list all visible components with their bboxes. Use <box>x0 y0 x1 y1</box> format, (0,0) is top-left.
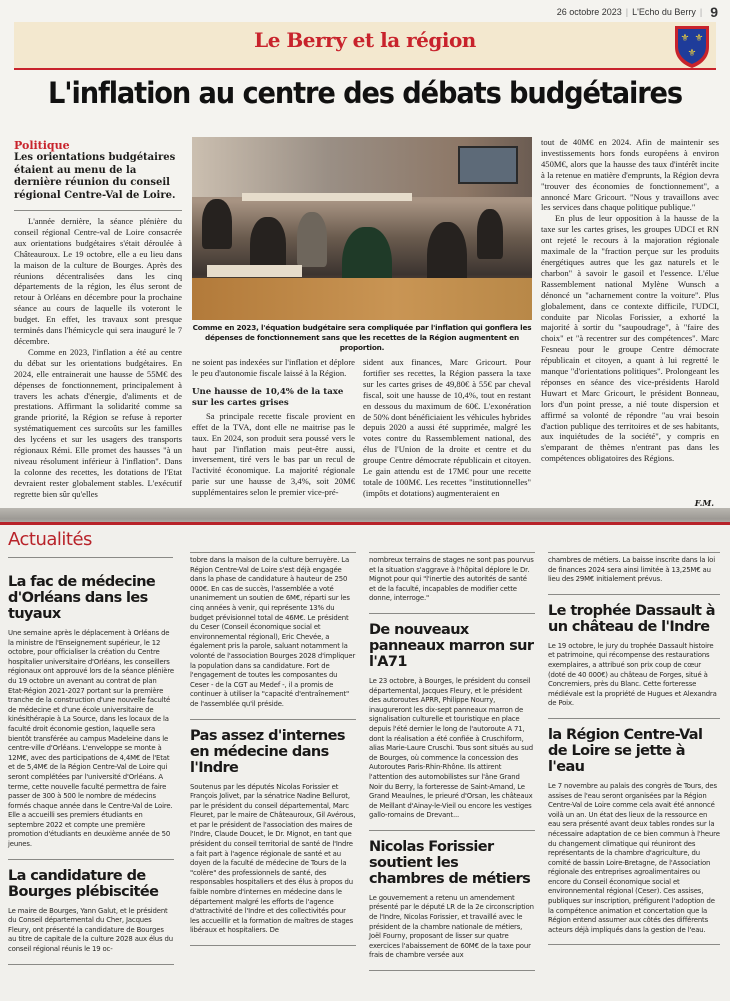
page-number: 9 <box>710 4 718 20</box>
actualites-column-4 <box>548 552 720 945</box>
article-body: tobre dans la maison de la culture berruyère. La Région Centre-Val de Loire s'est déjà engagée dans la phase de candidature à hauteur de 250 000€. En cas de succès, l'assemblée a voté unanimement un soutien de 6M€, réparti sur les cinq années à venir, qui représente 13% du budget prévisionnel total de 46M€. Le président du Ceser (Conseil économique social et environnemental régional), Eric Chevée, a également pris la parole, saluant notamment la volonté de l'association Bourges 2028 d'impliquer la population dans sa candidature. Fort de l'engagement de toutes les composantes du Ceser - de la CGT au Medef -, il a promis de continuer à utiliser la "capacité d'entraînement" de l'assemblée qu'il préside. <box>190 556 356 708</box>
lead-headline: L'inflation au centre des débats budgétaires <box>48 76 682 110</box>
article-divider <box>548 594 720 595</box>
article-title: Nicolas Forissier soutient les chambres de métiers <box>369 838 531 887</box>
article-divider <box>190 719 356 720</box>
article-divider <box>548 552 720 553</box>
article-title: la Région Centre-Val de Loire se jette à l'eau <box>548 726 703 775</box>
photo-table <box>242 193 412 201</box>
article-divider <box>8 964 174 965</box>
svg-text:⚜: ⚜ <box>687 48 697 59</box>
article-title: La fac de médecine d'Orléans dans les tuyaux <box>8 574 156 622</box>
lead-paragraph: En plus de leur opposition à la hausse de la taxe sur les cartes grises, les groupes UDCI et RN ont rejeté le recours à la majoration régionale maximale de la "fraction perçue sur les produits énergétiques autres que les gaz naturels et le charbon" à savoir le gasoil et l'essence. L'élue Rassemblement national Mylène Wunsch a dénoncé un "acharnement contre la voiture". Plus globalement, dans ce contexte difficile, l'UDCI, conduite par Nicolas Forissier, a exhorté la majorité à sortir du "saupoudrage", à "faire des choix" et "à recentrer sur des compétences". Marc Fesneau pour le groupe Centre démocrate républicain et citoyen, a quant à lui regretté le manque "d'orientations politiques". Prolongeant les réponses en séance des vice-présidents Harold Huwart et Marc Gricourt, le président Bonneau, lors d'un point presse, a nié toute dispersion et affirmé sa volonté de répondre "au vrai besoin d'action publique des territoires et de ses habitants, aux inquiétudes de la société", y compris en s'emparant de thèmes n'entrant pas dans les compétences obligatoires des Régions. <box>541 213 719 464</box>
photo-table <box>207 265 302 277</box>
article-title: Le trophée Dassault à un château de l'Indre <box>548 602 715 635</box>
article-divider <box>548 944 720 945</box>
photo-floor <box>192 278 532 320</box>
photo-person <box>297 212 327 267</box>
berry-coat-of-arms-icon <box>672 23 712 69</box>
article-title: Pas assez d'internes en médecine dans l'Indre <box>190 727 345 776</box>
council-session-photo <box>192 137 532 320</box>
lead-column-2 <box>192 357 355 498</box>
article-title: La candidature de Bourges plébiscitée <box>8 867 159 900</box>
newspaper-name: L'Echo du Berry <box>632 7 696 17</box>
article-divider <box>190 945 356 946</box>
article-title: De nouveaux panneaux marron sur l'A71 <box>369 621 534 670</box>
article-divider <box>369 970 535 971</box>
section-band-title: Le Berry et la région <box>254 28 476 52</box>
photo-video-screen <box>458 146 518 184</box>
section-band <box>14 22 716 70</box>
section-divider <box>8 557 173 558</box>
actualites-title: Actualités <box>8 529 92 550</box>
article-divider <box>369 830 535 831</box>
lead-column-3 <box>363 357 531 499</box>
article-body: Le 23 octobre, à Bourges, le président du conseil départemental, Jacques Fleury, et le président des autoroutes APRR, Philippe Nourry, inaugureront les dix-sept panneaux marron de signalisation culturelle et touristique en place depuis l'été dernier le long de l'autoroute A 71, dont la réalisation a été confiée à Cruschiform, alias Marie-Laure Cruschi. Tous sont situés au sud de Bourges, où commence la concession des Autoroutes Paris-Rhin-Rhône. Ils attirent l'attention des automobilistes sur l'âne Grand Noir du Berry, la forteresse de Saint-Amand, Le Grand Meaulnes, le prieuré d'Orsan, les châteaux de Meillant d'Ainay-le-Vieil ou encore les vestiges gallo-romains de Drevant... <box>369 676 533 820</box>
issue-date: 26 octobre 2023 <box>556 7 622 17</box>
folio-separator: | <box>625 7 629 17</box>
lead-paragraph: tout de 40M€ en 2024. Afin de maintenir ses investissements hors fonds européens à environ 450M€, alors que la hausse des taux d'intérêt incite à la retenue en matière d'emprunts, la Région devra "trouver des économies de fonctionnement", a annoncé Marc Gricourt. "Nous y travaillons avec les services dans chaque politique publique." <box>541 137 719 213</box>
actualites-column-2 <box>190 552 356 946</box>
photo-caption: Comme en 2023, l'équation budgétaire sera compliquée par l'inflation qui gonflera les dépenses de fonctionnement sans que les recettes de la Région augmentent en proportion. <box>192 323 532 352</box>
lead-column-1 <box>14 216 182 500</box>
article-divider <box>548 718 720 719</box>
folio <box>557 4 718 20</box>
actualites-column-3 <box>369 552 535 971</box>
lead-subhead: Une hausse de 10,4% de la taxe sur les cartes grises <box>192 386 344 408</box>
lead-paragraph: Sa principale recette fiscale provient en effet de la TVA, dont elle ne maitrise pas le taux. En 2024, son produit sera poussé vers le haut par l'inflation mais peut-être aussi, inversement, tiré vers le bas par un recul de l'activité économique. La majorité régionale parie sur une hausse de 3,4%, soit 20M€ supplémentaires selon le premier vice-pré- <box>192 410 355 498</box>
svg-text:⚜: ⚜ <box>680 33 690 44</box>
folio-separator: | <box>699 7 703 17</box>
lead-paragraph: Comme en 2023, l'inflation a été au centre du débat sur les orientations budgétaires. En 2024, elle entrainerait une hausse de 55M€ des dépenses de fonctionnement, principalement à travers les achats d'énergie, d'aliments et de prestations. Affirmant la solidarité comme sa grande priorité, la Région se refuse à reporter systématiquement ces surcoûts sur les familles des lycéens et sur les usagers des transports régionaux Rémi. Elle promet des hausses "à un niveau résolument inférieur à l'inflation". Dans la colonne des recettes, les dotations de l'Etat devraient rester globalement stables. L'exécutif regrette bien sûr qu'elles <box>14 346 182 499</box>
photo-person <box>477 209 503 259</box>
section-top-rule <box>0 522 730 525</box>
lead-paragraph: L'année dernière, la séance plénière du conseil régional Centre-val de Loire consacrée aux orientations budgétaires s'était déroulée à Châteauroux. Le 19 octobre, elle a eu lieu dans la maison de la culture de Bourges. Après des réunions décentralisées dans les cinq départements de la région, les élus seront de retour à Orléans en décembre pour la prochaine séance au cours de laquelle ils voteront le budget. En effet, les travaux sont presque terminés dans l'hémicycle qui sera inauguré le 7 décembre. <box>14 216 182 346</box>
actualites-page <box>0 522 730 1001</box>
photo-person <box>202 199 232 249</box>
lead-paragraph: ne soient pas indexées sur l'inflation et déplore le peu d'autonomie fiscale laissé à la Région. <box>192 357 355 378</box>
article-body: chambres de métiers. La baisse inscrite dans la loi de finances 2024 sera ainsi limitée à 13,25M€ au lieu des 29M€ initialement prévus. <box>548 556 715 584</box>
article-divider <box>369 552 535 553</box>
article-divider <box>369 613 535 614</box>
article-body: Le maire de Bourges, Yann Galut, et le président du Conseil départemental du Cher, Jacques Fleury, ont présenté la candidature de Bourges au titre de capitale de la culture 2028 aux élus du conseil régional réunis le 19 oc- <box>8 906 173 954</box>
article-body: Le gouvernement a retenu un amendement présenté par le député LR de la 2e circonscription de l'Indre, Nicolas Forissier, et travaillé avec le président de la chambre nationale de métiers, Joël Fourny, proposant de lisser sur quatre exercices l'abaissement de 60M€ de la taxe pour frais de chambre versée aux <box>369 893 534 960</box>
svg-text:⚜: ⚜ <box>694 33 704 44</box>
article-body: Le 19 octobre, le jury du trophée Dassault histoire et patrimoine, qui récompense des restaurations exemplaires, a attribué son prix coup de cœur (doté de 40 000€) au château de Forges, situé à Concremiers, près du Blanc. Cette forteresse médiévale est la propriété de Hugues et Alexandra de Poix. <box>548 641 717 708</box>
article-divider <box>190 552 356 553</box>
lead-kicker: Politique <box>14 139 70 152</box>
article-body: Une semaine après le déplacement à Orléans de la ministre de l'Enseignement supérieur, le 12 octobre, pour officialiser la création du Centre hospitalier universitaire d'Orléans, les conseillers régionaux ont approuvé lors de la séance plénière du 19 octobre un avenant au contrat de plan Etat-Région 2021-2027 portant sur la première tranche de la construction d'une nouvelle faculté de médecine et d'une école universitaire de kinésithérapie à La Source, dans les locaux de la faculté droit économie gestion, laquelle sera bientôt transférée au campus Madeleine dans le centre-ville d'Orléans. L'enveloppe se monte à 12M€, avec des participations de 4,4M€ de l'Etat et de 5,4M€ de la Région Centre-Val de Loire qui seront complétées par l'université d'Orléans. A terme, cette nouvelle faculté permettra de faire passer de 300 à 500 le nombre de médecins formés chaque année dans le Centre-Val de Loire. Elle a accueilli ses premiers étudiants en septembre 2022 et compte une première promotion d'étudiants en deuxième année de 50 jeunes. <box>8 629 174 849</box>
article-body: Le 7 novembre au palais des congrès de Tours, des assises de l'eau seront organisées par la Région Centre-Val de Loire comme cela avait été annoncé voilà un an. Un état des lieux de la ressource en eau sera présenté avant deux tables rondes sur la nécessaire adaptation de ce bien commun à l'heure du changement climatique qui réuniront des représentants de la chambre d'agriculture, du comité de bassin Loire-Bretagne, de l'Association régionale des entreprises agroalimentaires ou encore du Conseil économique social et environnemental régional (Ceser). Ces assises, publiques sur inscription, préfigurent l'adoption de la compétence animation et concertation que la Région entend assumer aux côtés des différents acteurs déjà impliqués dans la gestion de l'eau. <box>548 781 720 934</box>
lead-chapo: Les orientations budgétaires étaient au menu de la dernière réunion du conseil régional Centre-Val de Loire. <box>14 152 176 201</box>
chapo-divider <box>14 210 182 211</box>
lead-column-4 <box>541 137 719 464</box>
lead-paragraph: sident aux finances, Marc Gricourt. Pour fortifier ses recettes, la Région passera la taxe sur les cartes grises de 49,80€ à 55€ par cheval fiscal, soit une hausse de 10,4%, tout en restant en dessous du maximum de 60€. L'exonération de 50% dont bénéficiaient les véhicules hybrides depuis 2020 a aussi été supprimée, malgré les votes contre du Rassemblement national, des élus de l'Union de la droite et centre et du groupe Centre démocrate républicain et citoyen. Le gain attendu est de 17M€ pour une recette totale de 100M€. Les recettes "institutionnelles" (impôts et dotations) augmenteraient en <box>363 357 532 498</box>
article-divider <box>8 859 174 860</box>
article-body: nombreux terrains de stages ne sont pas pourvus et la situation s'aggrave à l'hôpital déplore le Dr. Mignot pour qui "l'inertie des autorités de santé et de la faculté, incapables de modifier cette donne, interroge." <box>369 556 534 603</box>
actualites-column-1 <box>8 566 174 965</box>
article-body: Soutenus par les députés Nicolas Forissier et François Jolivet, par la sénatrice Nadine Bellurot, par le président du conseil départemental, Marc Fleuret, par le maire de Châteauroux, Gil Avérous, et par le président de l'association des maires de l'Indre, Claude Doucet, le Dr. Mignot, en tant que président du conseil territorial de santé de l'Indre a fait part à l'agence régionale de santé et au doyen de la faculté de médecine de Tours de la "colère" des professionnels de santé, des responsables hospitaliers et des élus à propos du faible nombre d'internes en médecine dans le département malgré les efforts de l'agence d'attractivité de l'Indre et des collectivités pour les accueillir et la formation de maîtres de stages libéraux et hospitaliers. De <box>190 782 356 935</box>
author-initials: F.M. <box>694 498 714 508</box>
